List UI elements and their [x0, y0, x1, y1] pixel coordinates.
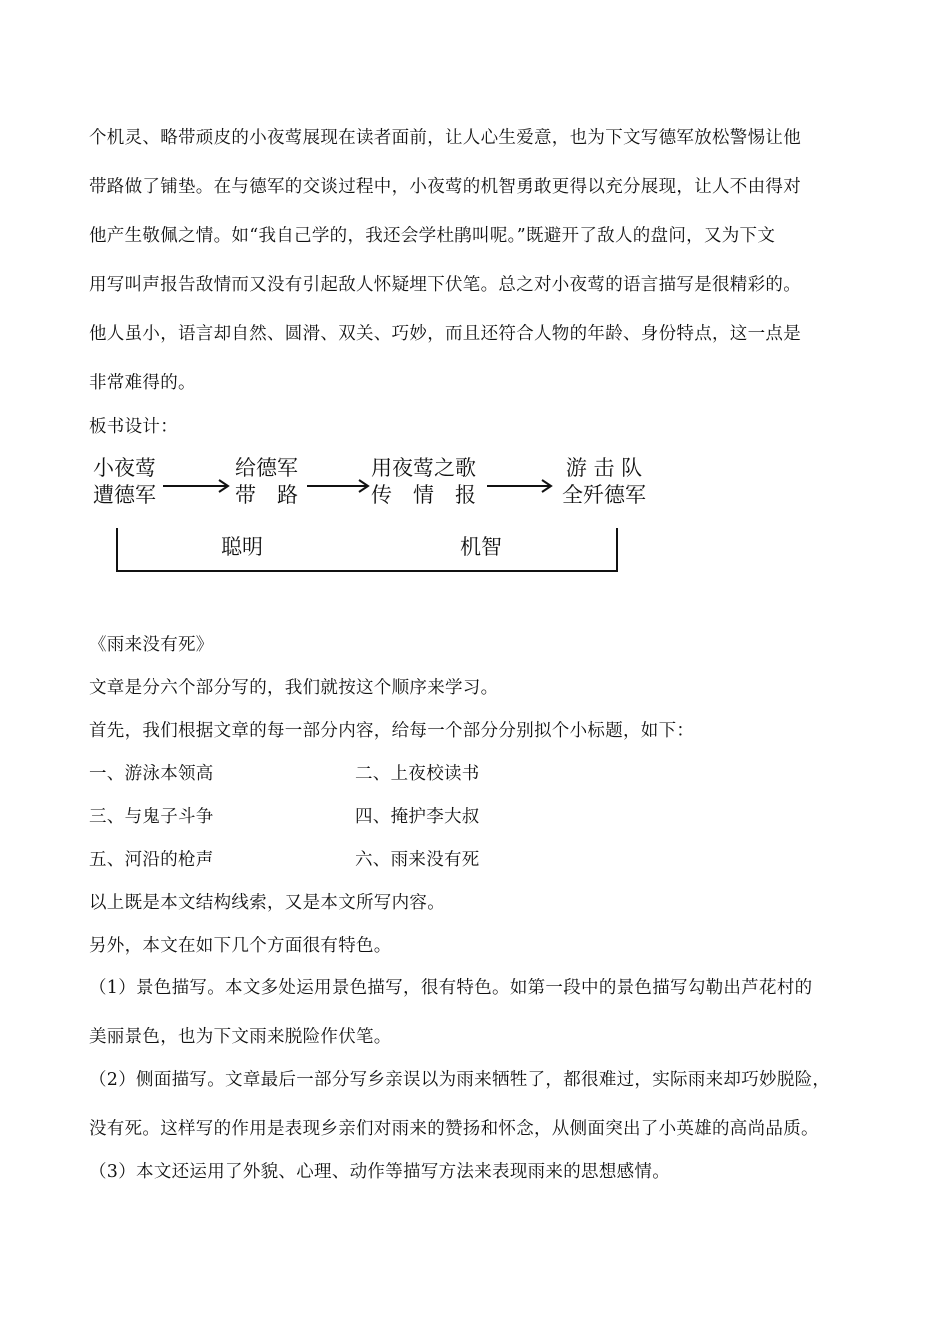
subheading-item: 一、游泳本领高 [89, 764, 214, 784]
diagram-node-line: 带 路 [235, 483, 298, 507]
board-heading: 板书设计： [89, 417, 178, 437]
paragraph-line: 非常难得的。 [89, 373, 196, 393]
diagram-node-line: 传 情 报 [371, 483, 476, 507]
paragraph-line: 带路做了铺垫。在与德军的交谈过程中，小夜莺的机智勇敢更得以充分展现，让人不由得对 [89, 177, 801, 197]
diagram-node-line: 给德军 [235, 456, 298, 480]
diagram-node-line: 小夜莺 [93, 456, 156, 480]
point-line: （1）景色描写。本文多处运用景色描写，很有特色。如第一段中的景色描写勾勒出芦花村的 [89, 978, 813, 998]
subheading-item: 二、上夜校读书 [355, 764, 480, 784]
board-diagram [89, 450, 669, 580]
section-title: 《雨来没有死》 [89, 635, 214, 655]
bracket-line [117, 528, 617, 571]
subheading-item: 六、雨来没有死 [355, 850, 480, 870]
paragraph-line: 个机灵、略带顽皮的小夜莺展现在读者面前，让人心生爱意，也为下文写德军放松警惕让他 [89, 128, 801, 148]
paragraph-line: 文章是分六个部分写的，我们就按这个顺序来学习。 [89, 678, 499, 698]
point-line: 没有死。这样写的作用是表现乡亲们对雨来的赞扬和怀念，从侧面突出了小英雄的高尚品质。 [89, 1119, 819, 1139]
subheading-item: 五、河沿的枪声 [89, 850, 214, 870]
diagram-node-line: 全歼德军 [562, 483, 646, 507]
point-line: 美丽景色，也为下文雨来脱险作伏笔。 [89, 1027, 392, 1047]
paragraph-line: 以上既是本文结构线索，又是本文所写内容。 [89, 893, 445, 913]
bracket-label-smart: 聪明 [221, 535, 263, 559]
subheading-item: 三、与鬼子斗争 [89, 807, 214, 827]
point-line: （3）本文还运用了外貌、心理、动作等描写方法来表现雨来的思想感情。 [89, 1162, 671, 1182]
diagram-node-line: 游 击 队 [565, 456, 643, 480]
paragraph-line: 他产生敬佩之情。如“我自己学的，我还会学杜鹃叫呢。”既避开了敌人的盘问，又为下文 [89, 226, 776, 246]
paragraph-line: 用写叫声报告敌情而又没有引起敌人怀疑埋下伏笔。总之对小夜莺的语言描写是很精彩的。 [89, 275, 801, 295]
diagram-node-line: 遭德军 [93, 483, 156, 507]
paragraph-line: 首先，我们根据文章的每一部分内容，给每一个部分分别拟个小标题，如下： [89, 721, 695, 741]
bracket-label-wise: 机智 [460, 535, 502, 559]
paragraph-line: 他人虽小，语言却自然、圆滑、双关、巧妙，而且还符合人物的年龄、身份特点，这一点是 [89, 324, 801, 344]
point-line: （2）侧面描写。文章最后一部分写乡亲误以为雨来牺牲了，都很难过，实际雨来却巧妙脱险， [89, 1070, 831, 1090]
paragraph-line: 另外，本文在如下几个方面很有特色。 [89, 936, 392, 956]
diagram-connectors [89, 450, 669, 580]
subheading-item: 四、掩护李大叔 [355, 807, 480, 827]
diagram-node-line: 用夜莺之歌 [371, 456, 476, 480]
